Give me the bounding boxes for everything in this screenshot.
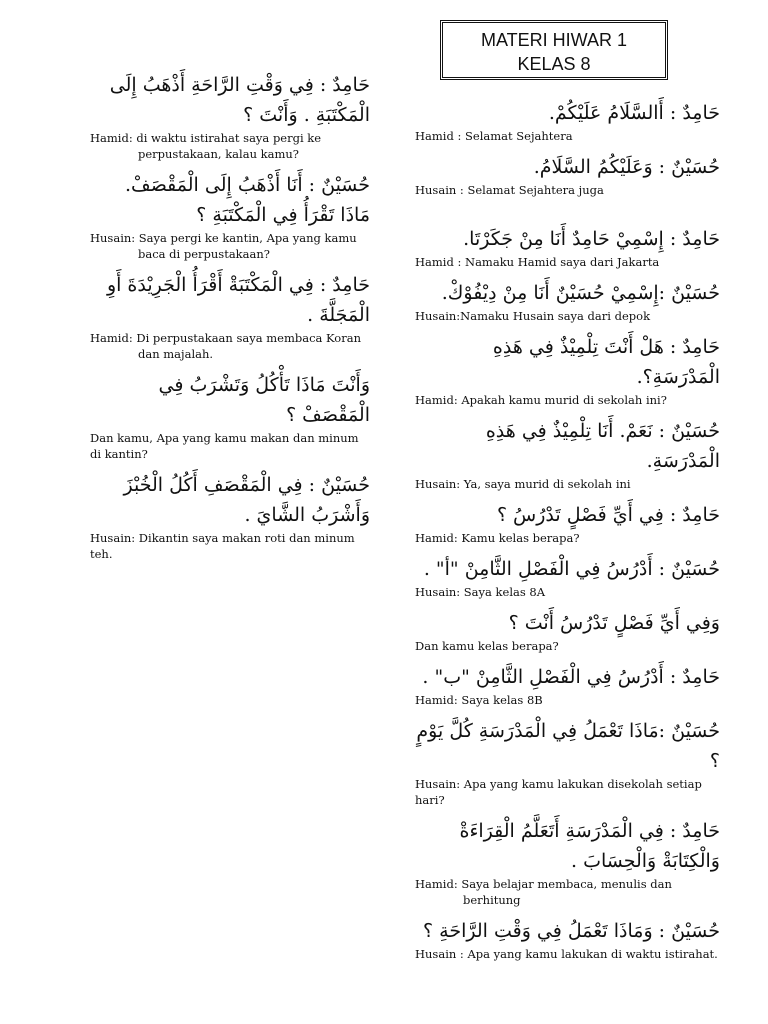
title-line-1: MATERI HIWAR 1: [480, 30, 627, 50]
translation-line: Hamid: di waktu istirahat saya pergi ke perpustakaan, kalau kamu?: [90, 131, 322, 161]
translation-line: Hamid: Apakah kamu murid di sekolah ini?: [415, 393, 667, 407]
arabic-line: حُسَيْنٌ : نَعَمْ. أَنَا تِلْمِيْذٌ فِي هَذِهِ الْمَدْرَسَةِ.: [485, 420, 720, 472]
translation-line: Husain: Ya, saya murid di sekolah ini: [415, 477, 631, 491]
arabic-line: حُسَيْنٌ :إِسْمِيْ حُسَيْنٌ أَنَا مِنْ دِيْفُوْكْ.: [441, 282, 720, 304]
title-line-2: KELAS 8: [517, 54, 591, 74]
translation-line: Hamid: Saya kelas 8B: [415, 693, 543, 707]
spacer: [415, 206, 720, 224]
translation-line: Dan kamu, Apa yang kamu makan dan minum di kantin?: [90, 431, 359, 461]
arabic-line: حَامِدٌ : أَدْرُسُ فِي الْفَصْلِ الثَّامِنْ "ب" .: [422, 666, 720, 688]
translation-line: Hamid: Di perpustakaan saya membaca Koran dan majalah.: [90, 331, 361, 361]
translation-line: Husain: Apa yang kamu lakukan disekolah setiap hari?: [415, 777, 702, 807]
arabic-line: حُسَيْنٌ : وَمَاذَا تَعْمَلُ فِي وَقْتِ الرَّاحَةِ ؟: [423, 920, 720, 942]
arabic-line: حَامِدٌ : فِي الْمَكْتَبَةْ أَقْرَأُ الْجَرِيْدَةَ أَوِ الْمَجَلَّةَ .: [106, 274, 370, 326]
translation-line: Hamid: Saya belajar membaca, menulis dan berhitung: [415, 877, 672, 907]
translation-line: Hamid : Selamat Sejahtera: [415, 129, 573, 143]
arabic-line: حُسَيْنٌ : وَعَلَيْكُمُ السَّلَامُ.: [533, 156, 720, 178]
translation-line: Hamid : Namaku Hamid saya dari Jakarta: [415, 255, 660, 269]
translation-line: Hamid: Kamu kelas berapa?: [415, 531, 580, 545]
arabic-line: حَامِدٌ : فِي أَيِّ فَصْلٍ تَدْرُسُ ؟: [496, 504, 720, 526]
arabic-line: حَامِدٌ : إِسْمِيْ حَامِدٌ أَنَا مِنْ جَكَرْتَا.: [463, 228, 720, 250]
translation-line: Dan kamu kelas berapa?: [415, 639, 559, 653]
arabic-line: حَامِدٌ : فِي وَقْتِ الرَّاحَةِ أَذْهَبُ إِلَى الْمَكْتَبَةِ . وَأَنْتَ ؟: [109, 74, 370, 126]
translation-line: Husain : Selamat Sejahtera juga: [415, 183, 604, 197]
arabic-line: وَأَنْتَ مَاذَا تَأْكُلُ وَتَشْرَبُ فِي الْمَقْصَفْ ؟: [158, 374, 370, 426]
arabic-line: حُسَيْنٌ : أَدْرُسُ فِي الْفَصْلِ الثَّامِنْ "أ" .: [423, 558, 720, 580]
left-column: [90, 70, 370, 570]
arabic-line: حُسَيْنٌ :مَاذَا تَعْمَلُ فِي الْمَدْرَسَةِ كُلَّ يَوْمٍ ؟: [416, 720, 720, 772]
translation-line: Husain: Saya pergi ke kantin, Apa yang kamu baca di perpustakaan?: [90, 231, 357, 261]
translation-line: Husain: Dikantin saya makan roti dan minum teh.: [90, 531, 355, 561]
arabic-line: وَفِي أَيِّ فَصْلٍ تَدْرُسُ أَنْتَ ؟: [508, 612, 720, 634]
arabic-line: حُسَيْنٌ : أَنَا أَذْهَبُ إِلَى الْمَقْصَفْ. مَاذَا تَقْرَأُ فِي الْمَكْتَبَةِ ؟: [124, 174, 370, 226]
translation-line: Husain:Namaku Husain saya dari depok: [415, 309, 651, 323]
title-box: [440, 20, 668, 80]
right-column: [415, 98, 720, 970]
arabic-line: حُسَيْنٌ : فِي الْمَقْصَفِ أَكُلُ الْخُبْزَ وَأَشْرَبُ الشَّايَ .: [123, 474, 370, 526]
translation-line: Husain: Saya kelas 8A: [415, 585, 546, 599]
arabic-line: حَامِدٌ : هَلْ أَنْتَ تِلْمِيْذٌ فِي هَذِهِ الْمَدْرَسَةِ؟.: [492, 336, 720, 388]
arabic-line: حَامِدٌ : فِي الْمَدْرَسَةِ أَتَعَلَّمُ الْقِرَاءَةْ وَالْكِتَابَةْ وَالْحِسَابَ .: [459, 820, 720, 872]
translation-line: Husain : Apa yang kamu lakukan di waktu istirahat.: [415, 947, 718, 961]
arabic-line: حَامِدٌ : أَالسَّلَامُ عَلَيْكُمْ.: [548, 102, 720, 124]
